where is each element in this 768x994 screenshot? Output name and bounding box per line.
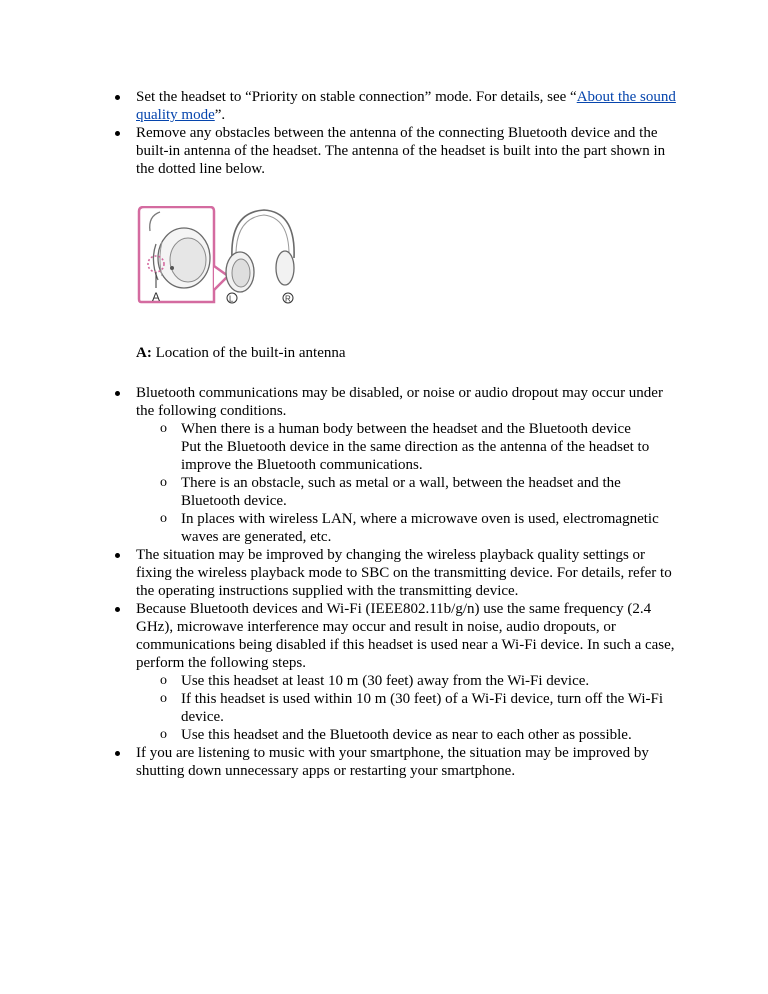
sub-item-note: Put the Bluetooth device in the same direction as the antenna of the headset to improve the Bluetooth communications. bbox=[181, 439, 650, 473]
sub-list bbox=[136, 672, 682, 744]
sub-item-text: There is an obstacle, such as metal or a wall, between the headset and the Bluetooth device. bbox=[181, 475, 621, 509]
callout-label: A bbox=[152, 290, 161, 304]
bullet-text: The situation may be improved by changing the wireless playback quality settings or fixing the wireless playback mode to SBC on the transmitting device. For details, refer to the operating instructions supplied with the transmitting device. bbox=[136, 547, 672, 599]
bullet-text: Remove any obstacles between the antenna of the connecting Bluetooth device and the built-in antenna of the headset. The antenna of the headset is built into the part shown in the dotted line below. bbox=[136, 125, 666, 177]
bullet-list-bottom bbox=[0, 384, 768, 780]
bullet-icon bbox=[115, 751, 120, 756]
sub-item-text: In places with wireless LAN, where a microwave oven is used, electromagnetic waves are generated, etc. bbox=[181, 511, 659, 545]
bullet-icon bbox=[115, 553, 120, 558]
bullet-text: Because Bluetooth devices and Wi-Fi (IEEE802.11b/g/n) use the same frequency (2.4 GHz), microwave interference may occur and result in noise, audio dropouts, or communications being disabled if this headset is used near a Wi-Fi device. In such a case, perform the following steps. bbox=[136, 601, 675, 671]
bullet-icon bbox=[115, 391, 120, 396]
sub-list bbox=[136, 420, 682, 546]
sound-quality-mode-link[interactable]: About the sound quality mode bbox=[136, 89, 676, 123]
list-item bbox=[0, 124, 768, 178]
bullet-text: Bluetooth communications may be disabled, or noise or audio dropout may occur under the following conditions. bbox=[136, 385, 663, 419]
sub-list-item bbox=[136, 690, 682, 726]
list-item bbox=[0, 88, 768, 124]
circle-bullet-icon: o bbox=[160, 673, 167, 688]
list-item bbox=[0, 600, 768, 744]
list-item bbox=[0, 384, 768, 546]
bullet-text-end: ”. bbox=[214, 107, 226, 123]
left-mark: L bbox=[229, 294, 234, 304]
sub-list-item bbox=[136, 726, 682, 744]
circle-bullet-icon: o bbox=[160, 511, 167, 526]
bullet-text: Set the headset to “Priority on stable connection” mode. For details, see “ bbox=[136, 89, 577, 105]
bullet-icon bbox=[115, 131, 120, 136]
caption-text: Location of the built-in antenna bbox=[151, 345, 346, 361]
right-mark: R bbox=[285, 294, 291, 304]
sub-item-text: When there is a human body between the headset and the Bluetooth device bbox=[181, 421, 631, 437]
circle-bullet-icon: o bbox=[160, 727, 167, 742]
document-page bbox=[0, 88, 768, 780]
sub-item-text: Use this headset and the Bluetooth device as near to each other as possible. bbox=[181, 727, 632, 743]
headset-antenna-illustration bbox=[136, 206, 296, 306]
circle-bullet-icon: o bbox=[160, 475, 167, 490]
headset-illustration bbox=[136, 206, 296, 306]
sub-list-item bbox=[136, 420, 682, 474]
bullet-icon bbox=[115, 95, 120, 100]
list-item bbox=[0, 546, 768, 600]
circle-bullet-icon: o bbox=[160, 691, 167, 706]
caption-label: A: bbox=[136, 345, 152, 361]
figure-caption bbox=[136, 344, 768, 362]
sub-list-item bbox=[136, 510, 682, 546]
list-item bbox=[0, 744, 768, 780]
bullet-text: If you are listening to music with your smartphone, the situation may be improved by shutting down unnecessary apps or restarting your smartphone. bbox=[136, 745, 649, 779]
sub-item-text: Use this headset at least 10 m (30 feet) away from the Wi-Fi device. bbox=[181, 673, 590, 689]
bullet-list-top bbox=[0, 88, 768, 178]
sub-list-item bbox=[136, 474, 682, 510]
sub-item-text: If this headset is used within 10 m (30 feet) of a Wi-Fi device, turn off the Wi-Fi device. bbox=[181, 691, 664, 725]
bullet-icon bbox=[115, 607, 120, 612]
sub-list-item bbox=[136, 672, 682, 690]
circle-bullet-icon: o bbox=[160, 421, 167, 436]
